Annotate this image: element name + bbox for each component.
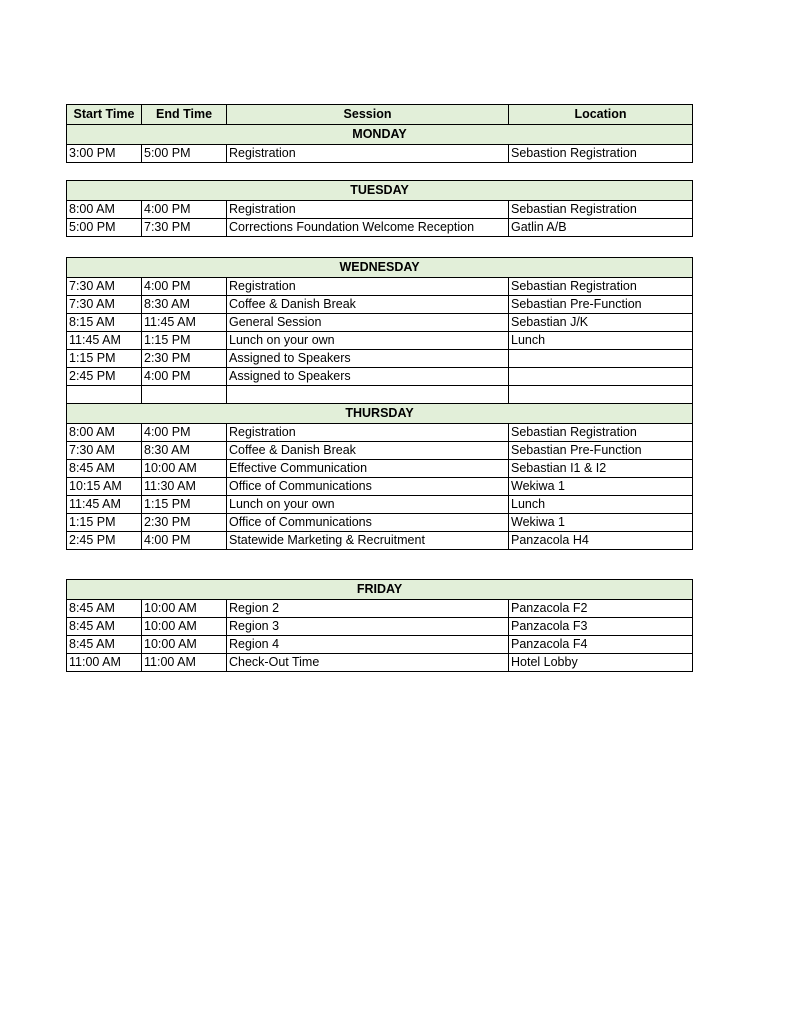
end-time-cell: 8:30 AM: [142, 296, 227, 314]
table-row: [67, 478, 693, 496]
header-row: [67, 105, 693, 125]
start-time-cell: 7:30 AM: [67, 296, 142, 314]
end-time-cell: 7:30 PM: [142, 219, 227, 237]
session-cell: Registration: [227, 145, 509, 163]
session-cell: [227, 386, 509, 404]
location-cell: Sebastion Registration: [509, 145, 693, 163]
table-row: [67, 514, 693, 532]
location-cell: Panzacola H4: [509, 532, 693, 550]
start-time-cell: [67, 386, 142, 404]
end-time-cell: 1:15 PM: [142, 496, 227, 514]
end-time-cell: 4:00 PM: [142, 278, 227, 296]
table-row: [67, 201, 693, 219]
table-row: [67, 442, 693, 460]
table-row: [67, 532, 693, 550]
end-time-cell: 10:00 AM: [142, 460, 227, 478]
day-heading-wednesday: WEDNESDAY: [67, 258, 693, 278]
start-time-cell: 7:30 AM: [67, 278, 142, 296]
session-cell: Region 3: [227, 618, 509, 636]
start-time-cell: 2:45 PM: [67, 368, 142, 386]
location-cell: Panzacola F4: [509, 636, 693, 654]
table-row: [67, 460, 693, 478]
session-cell: Corrections Foundation Welcome Reception: [227, 219, 509, 237]
location-cell: Hotel Lobby: [509, 654, 693, 672]
start-time-cell: 8:45 AM: [67, 636, 142, 654]
location-cell: Sebastian Pre-Function: [509, 296, 693, 314]
location-cell: Sebastian Registration: [509, 278, 693, 296]
location-cell: Lunch: [509, 332, 693, 350]
location-cell: Sebastian Registration: [509, 424, 693, 442]
header-location: Location: [509, 105, 693, 125]
table-row: [67, 636, 693, 654]
location-cell: Panzacola F2: [509, 600, 693, 618]
end-time-cell: 11:00 AM: [142, 654, 227, 672]
start-time-cell: 5:00 PM: [67, 219, 142, 237]
day-heading-thursday: THURSDAY: [67, 404, 693, 424]
schedule-table-wednesday-thursday: [66, 257, 693, 550]
start-time-cell: 8:45 AM: [67, 600, 142, 618]
start-time-cell: 8:15 AM: [67, 314, 142, 332]
start-time-cell: 3:00 PM: [67, 145, 142, 163]
end-time-cell: 2:30 PM: [142, 514, 227, 532]
location-cell: Sebastian Registration: [509, 201, 693, 219]
location-cell: [509, 368, 693, 386]
session-cell: Registration: [227, 201, 509, 219]
start-time-cell: 10:15 AM: [67, 478, 142, 496]
session-cell: Coffee & Danish Break: [227, 296, 509, 314]
session-cell: Coffee & Danish Break: [227, 442, 509, 460]
table-row: [67, 332, 693, 350]
table-row: [67, 600, 693, 618]
session-cell: Assigned to Speakers: [227, 368, 509, 386]
start-time-cell: 2:45 PM: [67, 532, 142, 550]
schedule-table-monday: [66, 104, 693, 163]
start-time-cell: 7:30 AM: [67, 442, 142, 460]
end-time-cell: 4:00 PM: [142, 532, 227, 550]
location-cell: Sebastian Pre-Function: [509, 442, 693, 460]
header-session: Session: [227, 105, 509, 125]
start-time-cell: 11:45 AM: [67, 496, 142, 514]
start-time-cell: 8:45 AM: [67, 618, 142, 636]
end-time-cell: 10:00 AM: [142, 600, 227, 618]
end-time-cell: 10:00 AM: [142, 618, 227, 636]
start-time-cell: 1:15 PM: [67, 350, 142, 368]
start-time-cell: 8:00 AM: [67, 201, 142, 219]
table-row: [67, 618, 693, 636]
location-cell: [509, 350, 693, 368]
end-time-cell: 8:30 AM: [142, 442, 227, 460]
end-time-cell: 4:00 PM: [142, 201, 227, 219]
location-cell: Wekiwa 1: [509, 478, 693, 496]
session-cell: Office of Communications: [227, 478, 509, 496]
table-row: [67, 296, 693, 314]
day-heading-friday: FRIDAY: [67, 580, 693, 600]
location-cell: Gatlin A/B: [509, 219, 693, 237]
schedule-table-tuesday: [66, 180, 693, 237]
start-time-cell: 1:15 PM: [67, 514, 142, 532]
session-cell: Region 2: [227, 600, 509, 618]
table-row: [67, 424, 693, 442]
session-cell: Office of Communications: [227, 514, 509, 532]
start-time-cell: 8:00 AM: [67, 424, 142, 442]
table-row: [67, 219, 693, 237]
table-row: [67, 654, 693, 672]
end-time-cell: [142, 386, 227, 404]
table-row: [67, 350, 693, 368]
start-time-cell: 8:45 AM: [67, 460, 142, 478]
end-time-cell: 2:30 PM: [142, 350, 227, 368]
day-heading-tuesday: TUESDAY: [67, 181, 693, 201]
location-cell: Sebastian J/K: [509, 314, 693, 332]
session-cell: Effective Communication: [227, 460, 509, 478]
end-time-cell: 11:45 AM: [142, 314, 227, 332]
session-cell: Registration: [227, 278, 509, 296]
end-time-cell: 5:00 PM: [142, 145, 227, 163]
table-row: [67, 368, 693, 386]
end-time-cell: 10:00 AM: [142, 636, 227, 654]
location-cell: Panzacola F3: [509, 618, 693, 636]
schedule-table-friday: [66, 579, 693, 672]
table-row: [67, 278, 693, 296]
day-heading-monday: MONDAY: [67, 125, 693, 145]
session-cell: Check-Out Time: [227, 654, 509, 672]
table-row: [67, 496, 693, 514]
end-time-cell: 11:30 AM: [142, 478, 227, 496]
location-cell: [509, 386, 693, 404]
session-cell: Region 4: [227, 636, 509, 654]
location-cell: Lunch: [509, 496, 693, 514]
start-time-cell: 11:45 AM: [67, 332, 142, 350]
end-time-cell: 4:00 PM: [142, 368, 227, 386]
session-cell: Statewide Marketing & Recruitment: [227, 532, 509, 550]
end-time-cell: 4:00 PM: [142, 424, 227, 442]
session-cell: Assigned to Speakers: [227, 350, 509, 368]
session-cell: Lunch on your own: [227, 332, 509, 350]
location-cell: Wekiwa 1: [509, 514, 693, 532]
table-row-empty: [67, 386, 693, 404]
header-start-time: Start Time: [67, 105, 142, 125]
session-cell: Lunch on your own: [227, 496, 509, 514]
table-row: [67, 314, 693, 332]
end-time-cell: 1:15 PM: [142, 332, 227, 350]
table-row: [67, 145, 693, 163]
location-cell: Sebastian I1 & I2: [509, 460, 693, 478]
session-cell: General Session: [227, 314, 509, 332]
session-cell: Registration: [227, 424, 509, 442]
header-end-time: End Time: [142, 105, 227, 125]
start-time-cell: 11:00 AM: [67, 654, 142, 672]
